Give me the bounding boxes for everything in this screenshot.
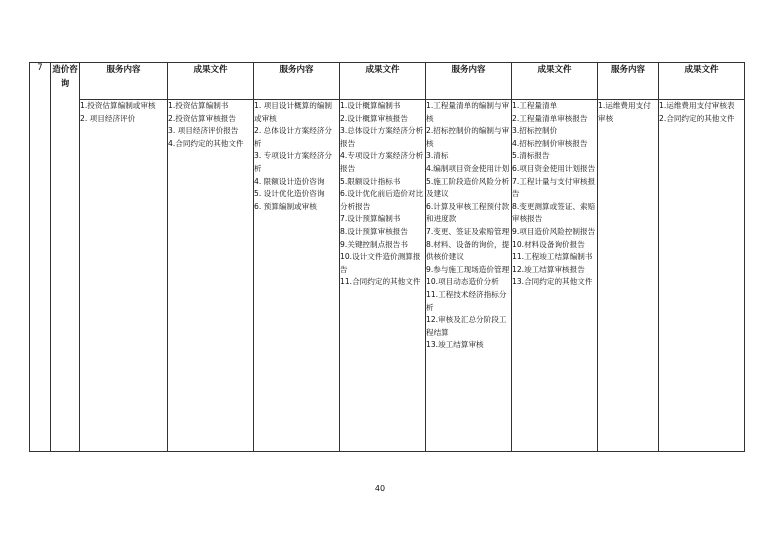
list-item: 5.施工阶段造价风险分析及建议 (426, 176, 510, 199)
list-item: 7.设计预算编制书 (340, 214, 401, 224)
list-item: 2.设计概算审核报告 (340, 113, 408, 123)
list-item: 10.项目动态造价分析 (426, 277, 499, 287)
list-item: 2. 总体设计方案经济分析 (254, 126, 333, 148)
list-item: 3. 项目经济评价报告 (168, 126, 239, 136)
header-deliverables-1: 成果文件 (168, 63, 254, 100)
service-table (29, 62, 745, 452)
category-label: 造价咨询 (52, 65, 78, 89)
list-item: 12.竣工结算审核报告 (512, 264, 585, 274)
design-stage-deliverables (340, 100, 426, 452)
construction-stage-services (426, 100, 512, 452)
list-item: 5.清标报告 (512, 151, 550, 161)
operation-stage-deliverables (659, 100, 745, 452)
header-service-content-3: 服务内容 (426, 63, 512, 100)
page-number: 40 (374, 484, 386, 493)
header-deliverables-2: 成果文件 (340, 63, 426, 100)
list-item: 6.计算及审核工程预付款和进度款 (426, 201, 510, 224)
list-item: 4.合同约定的其他文件 (168, 138, 244, 148)
list-item: 1.运维费用支付审核 (598, 101, 651, 123)
list-item: 11.工程竣工结算编制书 (512, 252, 593, 262)
list-item: 8.变更测算或签证、索赔审核报告 (512, 201, 596, 224)
list-item: 6.设计优化前后造价对比分析报告 (340, 189, 424, 211)
body-row (30, 100, 745, 452)
list-item: 5.限额设计指标书 (340, 176, 401, 186)
list-item: 2.招标控制价的编制与审核 (426, 126, 510, 148)
header-row (30, 63, 745, 100)
list-item: 2.工程量清单审核报告 (512, 113, 588, 123)
list-item: 3.清标 (426, 151, 449, 161)
list-item: 4.编制项目资金使用计划 (426, 163, 510, 173)
list-item: 10.设计文件造价测算报告 (340, 252, 421, 274)
list-item: 6.项目资金使用计划报告 (512, 163, 596, 173)
list-item: 9.项目造价风险控制报告 (512, 226, 596, 236)
list-item: 3. 专项设计方案经济分析 (254, 151, 333, 173)
header-service-content-2: 服务内容 (254, 63, 340, 100)
list-item: 6. 预算编制或审核 (254, 201, 317, 211)
list-item: 4.招标控制价审核报告 (512, 138, 588, 148)
list-item: 2. 项目经济评价 (80, 113, 136, 123)
list-item: 3.招标控制价 (512, 126, 558, 136)
list-item: 10.材料设备询价报告 (512, 239, 585, 249)
list-item: 1.投资估算编制或审核 (80, 101, 156, 110)
row-number: 7 (30, 63, 51, 452)
list-item: 8.材料、设备的询价，提供核价建议 (426, 239, 510, 262)
list-item: 1.工程量清单 (512, 101, 558, 110)
list-item: 13.合同约定的其他文件 (512, 277, 593, 287)
header-deliverables-4: 成果文件 (659, 63, 745, 100)
list-item: 1.投资估算编制书 (168, 101, 229, 110)
list-item: 1.运维费用支付审核表 (659, 101, 735, 110)
list-item: 5. 设计优化造价咨询 (254, 189, 325, 199)
design-stage-services (254, 100, 340, 452)
list-item: 7.工程计量与支付审核报告 (512, 176, 596, 199)
header-service-content-4: 服务内容 (598, 63, 659, 100)
list-item: 12.审核及汇总分阶段工程结算 (426, 315, 507, 337)
header-service-content-1: 服务内容 (80, 63, 168, 100)
list-item: 8.设计预算审核报告 (340, 226, 408, 236)
list-item: 1.设计概算编制书 (340, 101, 401, 110)
list-item: 4.专项设计方案经济分析报告 (340, 151, 424, 173)
list-item: 11.合同约定的其他文件 (340, 277, 421, 287)
list-item: 11.工程技术经济指标分析 (426, 289, 507, 312)
list-item: 9.参与施工现场造价管理 (426, 264, 510, 274)
list-item: 9.关键控制点报告书 (340, 239, 408, 249)
list-item: 4. 限额设计造价咨询 (254, 176, 325, 186)
list-item: 1.工程量清单的编制与审核 (426, 101, 510, 123)
list-item: 13.竣工结算审核 (426, 340, 484, 350)
construction-stage-deliverables (512, 100, 598, 452)
category-cell (51, 63, 80, 452)
list-item: 2.投资估算审核报告 (168, 113, 236, 123)
investment-estimate-deliverables (168, 100, 254, 452)
list-item: 1. 项目设计概算的编制或审核 (254, 101, 333, 123)
operation-stage-services (598, 100, 659, 452)
list-item: 3.总体设计方案经济分析报告 (340, 126, 424, 148)
header-deliverables-3: 成果文件 (512, 63, 598, 100)
list-item: 2.合同约定的其他文件 (659, 113, 735, 123)
investment-estimate-services (80, 100, 168, 452)
list-item: 7.变更、签证及索赔管理 (426, 226, 510, 236)
